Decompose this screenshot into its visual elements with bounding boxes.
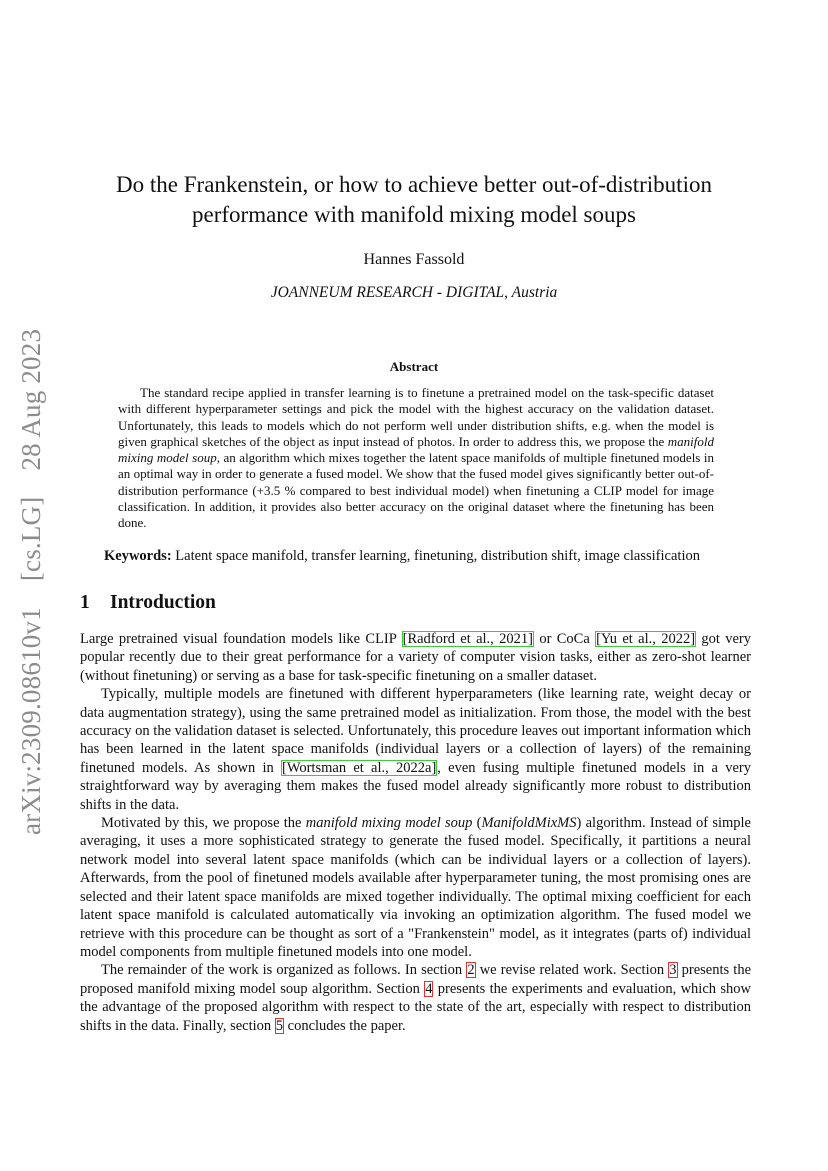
paper-title [80,170,748,230]
arxiv-id[interactable]: arXiv:2309.08610v1 [16,607,46,835]
author-name: Hannes Fassold [363,251,465,268]
text-run: , even fusing multiple finetuned models in a very straightforward way by averaging them makes the fused model already significantly more robust to distribution shifts in the data. [80,759,752,813]
text-run: or CoCa [533,631,596,647]
abstract-emphasis: manifold mixing model soup [118,433,714,466]
keywords-line [104,547,764,565]
abstract-text-part-b: , an algorithm which mixes together the latent space manifolds of multiple finetuned models in an optimal way in order to generate a fused model. We show that the fused model gives significantly better out-of-distribution performance (+3.5 % compared to best individual model) when finetuning a CLIP model for image classification. In addition, it provides also better accuracy on the original dataset where the finetuning has been done. [118,450,714,531]
text-run: presents the proposed manifold mixing model soup algorithm. Section [80,962,752,997]
title-line-1: Do the Frankenstein, or how to achieve better out-of-distribution [116,172,712,197]
section-ref-link-4[interactable]: 4 [425,980,433,997]
text-run: ) algorithm. Instead of simple averaging, it uses a more sophisticated strategy to generate the fused model. Specifically, it partitions a neural network model into several latent space manifolds (which can be individual layers or a collection of layers). Afterwards, from the pool of finetuned models available after hyperparameter tuning, the most promising ones are selected and their latent space manifolds are mixed together individually. The optimal mixing coefficient for each latent space manifold is calculated automatically via invoking an optimization algorithm. The fused model we retrieve with this procedure can be thought as sort of a "Frankenstein" model, as it integrates (parts of) individual model components from multiple finetuned models into one model. [80,815,751,960]
section-ref-link-3[interactable]: 3 [669,962,677,979]
title-line-2: performance with manifold mixing model soups [192,202,636,227]
citation-link-yu[interactable]: [Yu et al., 2022] [596,631,696,647]
intro-paragraph-4 [80,961,751,1035]
text-run: The remainder of the work is organized as follows. In section [101,962,467,979]
intro-paragraph-1 [80,630,751,685]
section-ref-link-5[interactable]: 5 [275,1017,284,1034]
text-run: Typically, multiple models are finetuned with different hyperparameters (like learning rate, weight decay or data augmentation strategy), using the same pretrained model as initialization. From those, the model with the best accuracy on the validation dataset is selected. Unfortunately, this procedure leaves out important information which has been learned in the latent space manifolds (individual layers or a collection of layers) of the remaining finetuned models. As shown in [80,686,751,776]
abstract-text [118,385,714,532]
section-title: Introduction [110,592,216,613]
text-run: Large pretrained visual foundation models like CLIP [80,631,402,647]
arxiv-category: [cs.LG] [16,496,46,582]
citation-link-radford[interactable]: [Radford et al., 2021] [402,631,533,647]
emphasis-acronym: ManifoldMixMS [481,815,577,832]
section-ref-link-2[interactable]: 2 [467,962,475,979]
section-heading-introduction [80,592,216,614]
introduction-body [80,630,751,1035]
text-run: presents the experiments and evaluation, which show the advantage of the proposed algorithm with respect to the state of the art, especially with respect to distribution shifts in the data. Finally, section [80,980,751,1034]
abstract-heading: Abstract [389,359,439,374]
author-affiliation: JOANNEUM RESEARCH - DIGITAL, Austria [270,284,558,301]
emphasis-term: manifold mixing model soup [305,815,473,832]
text-run: ( [472,815,482,832]
text-run: got very popular recently due to their great performance for a variety of computer vision tasks, either as zero-shot learner (without finetuning) or serving as a base for task-specific finetuning on a smaller dataset. [80,631,752,684]
intro-paragraph-3 [80,814,751,961]
text-run: concludes the paper. [284,1017,406,1034]
keywords-label: Keywords: [104,548,172,564]
intro-paragraph-2 [80,685,751,814]
abstract-text-part-a: The standard recipe applied in transfer learning is to finetune a pretrained model on the task-specific dataset with different hyperparameter settings and pick the model with the highest accuracy on the validation dataset. Unfortunately, this leads to models which do not perform well under distribution shifts, e.g. when the model is given graphical sketches of the object as input instead of photos. In order to address this, we propose the [118,385,714,449]
citation-link-wortsman[interactable]: [Wortsman et al., 2022a] [282,759,437,776]
section-number: 1 [80,592,90,613]
arxiv-sidebar-stamp [16,329,47,835]
arxiv-date: 28 Aug 2023 [16,328,46,471]
keywords-text: Latent space manifold, transfer learning, finetuning, distribution shift, image classification [171,548,700,564]
text-run: Motivated by this, we propose the [101,815,306,832]
text-run: we revise related work. Section [475,962,669,979]
